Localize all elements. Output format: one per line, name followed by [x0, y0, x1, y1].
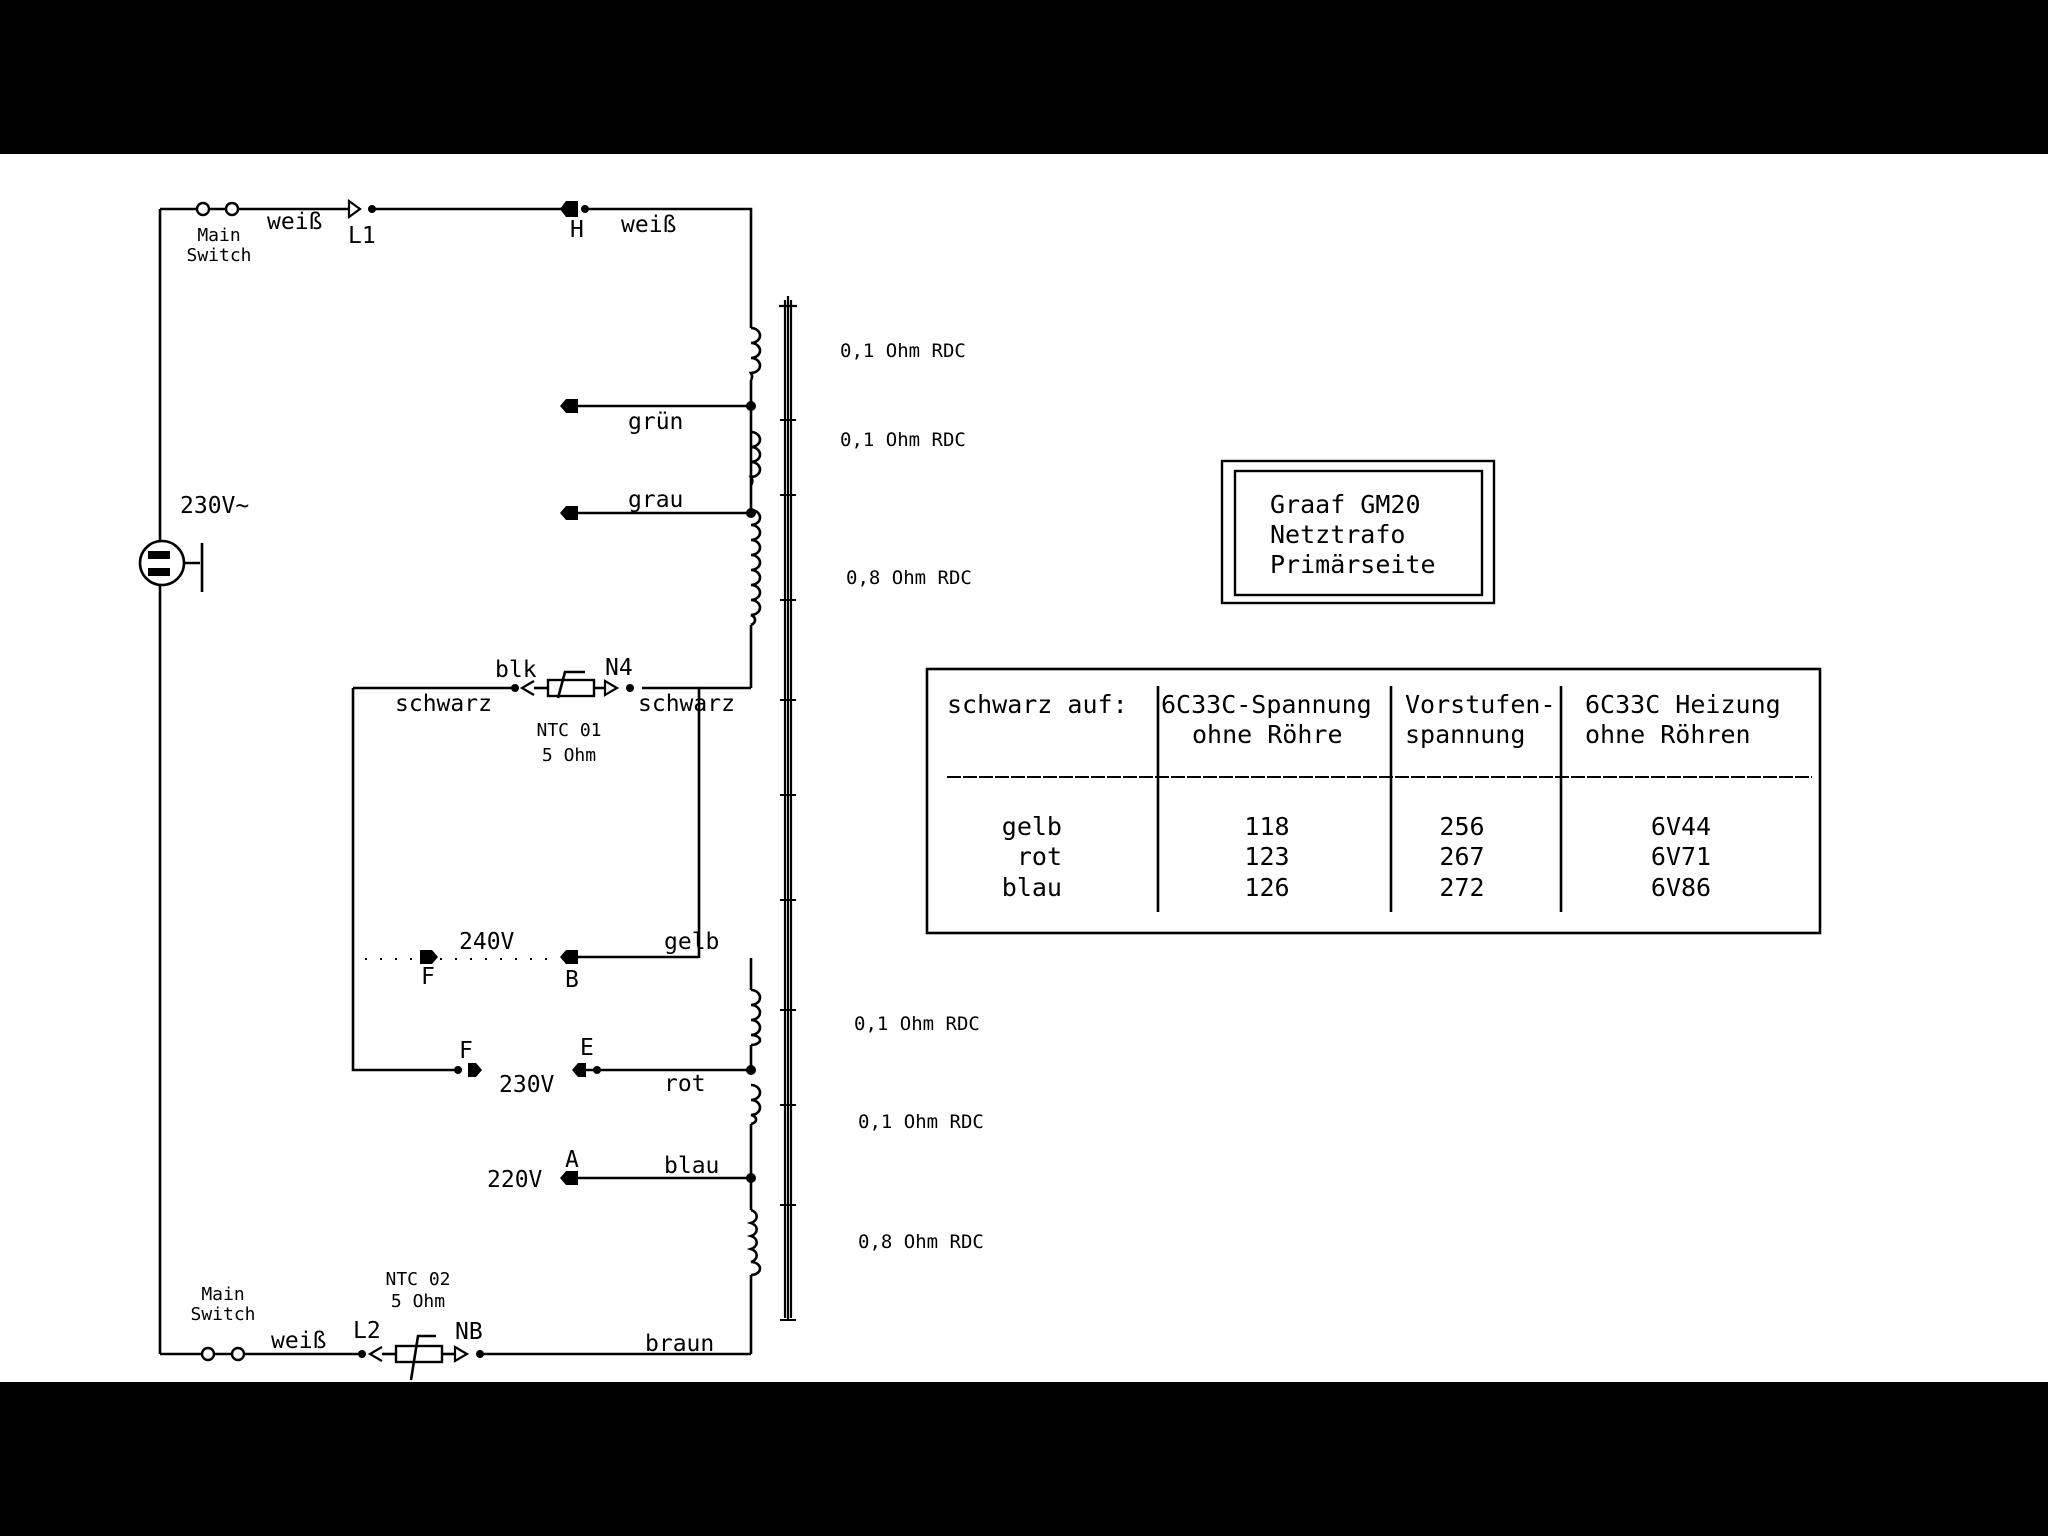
wire-label-braun: braun	[645, 1331, 715, 1357]
terminal-N4-label: N4	[605, 655, 633, 681]
winding-1-resistance: 0,1 Ohm RDC	[840, 340, 966, 362]
table-header-col2-line1: 6C33C-Spannung	[1161, 690, 1372, 719]
table-row-rot-name: rot	[1016, 842, 1062, 871]
terminal-L1-label: L1	[348, 223, 376, 249]
terminal-NB-label: NB	[455, 1319, 483, 1345]
terminal-F-mid-label: F	[459, 1038, 473, 1064]
paper	[0, 154, 2048, 1382]
table-header-col2-line2: ohne Röhre	[1192, 720, 1343, 749]
table-header-col1: schwarz auf:	[947, 690, 1128, 719]
wire-label-blau: blau	[664, 1153, 720, 1179]
winding-2-resistance: 0,1 Ohm RDC	[840, 429, 966, 451]
tap-220v-label: 220V	[487, 1167, 543, 1193]
table-header-col3-line2: spannung	[1405, 720, 1526, 749]
winding-5-resistance: 0,1 Ohm RDC	[858, 1111, 984, 1133]
ntc-01-name: NTC 01	[536, 720, 602, 741]
wire-label-weiss-top-left: weiß	[267, 209, 323, 235]
table-header-col3-line1: Vorstufen-	[1405, 690, 1556, 719]
table-row-rot-v3: 6V71	[1650, 842, 1712, 871]
wire-label-weiss-top-right: weiß	[621, 212, 677, 238]
wire-label-schwarz-right: schwarz	[638, 691, 735, 717]
table-row-rot-v1: 123	[1244, 842, 1290, 871]
title-line-3: Primärseite	[1270, 550, 1436, 579]
table-header-col4-line2: ohne Röhren	[1585, 720, 1751, 749]
table-row-gelb-v3: 6V44	[1650, 812, 1712, 841]
table-row-blau-v1: 126	[1244, 873, 1290, 902]
ntc-02-name: NTC 02	[385, 1269, 451, 1290]
ntc-02-value: 5 Ohm	[390, 1291, 446, 1312]
terminal-E-label: E	[580, 1035, 594, 1061]
terminal-A-label: A	[565, 1147, 579, 1173]
table-row-gelb-v1: 118	[1244, 812, 1290, 841]
winding-6-resistance: 0,8 Ohm RDC	[858, 1231, 984, 1253]
terminal-B-label: B	[565, 967, 579, 993]
table-row-blau-name: blau	[1001, 873, 1062, 902]
wire-label-schwarz-left: schwarz	[395, 691, 492, 717]
table-header-col4-line1: 6C33C Heizung	[1585, 690, 1781, 719]
mains-voltage-label: 230V~	[180, 493, 250, 519]
table-row-blau-v2: 272	[1439, 873, 1485, 902]
main-switch-top-label-2: Switch	[186, 245, 252, 266]
table-row-blau-v3: 6V86	[1650, 873, 1712, 902]
terminal-L2-label: L2	[353, 1318, 381, 1344]
wire-label-grau: grau	[628, 487, 684, 513]
title-line-2: Netztrafo	[1270, 520, 1406, 549]
main-switch-bottom-label-2: Switch	[190, 1304, 256, 1325]
terminal-blk-label: blk	[495, 657, 537, 683]
main-switch-top-label-1: Main	[197, 225, 241, 246]
winding-4-resistance: 0,1 Ohm RDC	[854, 1013, 980, 1035]
table-row-gelb-v2: 256	[1439, 812, 1485, 841]
winding-3-resistance: 0,8 Ohm RDC	[846, 567, 972, 589]
tap-240v-label: 240V	[459, 929, 515, 955]
wire-label-gelb: gelb	[664, 929, 720, 955]
table-row-rot-v2: 267	[1439, 842, 1485, 871]
table-row-gelb-name: gelb	[1001, 812, 1062, 841]
tap-230v-label: 230V	[499, 1072, 555, 1098]
wire-label-gruen: grün	[628, 409, 684, 435]
terminal-H-label: H	[570, 217, 584, 243]
wire-label-rot: rot	[664, 1071, 706, 1097]
wire-label-weiss-bottom: weiß	[271, 1328, 327, 1354]
terminal-F-top-label: F	[421, 964, 435, 990]
ntc-01-value: 5 Ohm	[541, 745, 597, 766]
title-line-1: Graaf GM20	[1270, 490, 1421, 519]
main-switch-bottom-label-1: Main	[201, 1284, 245, 1305]
